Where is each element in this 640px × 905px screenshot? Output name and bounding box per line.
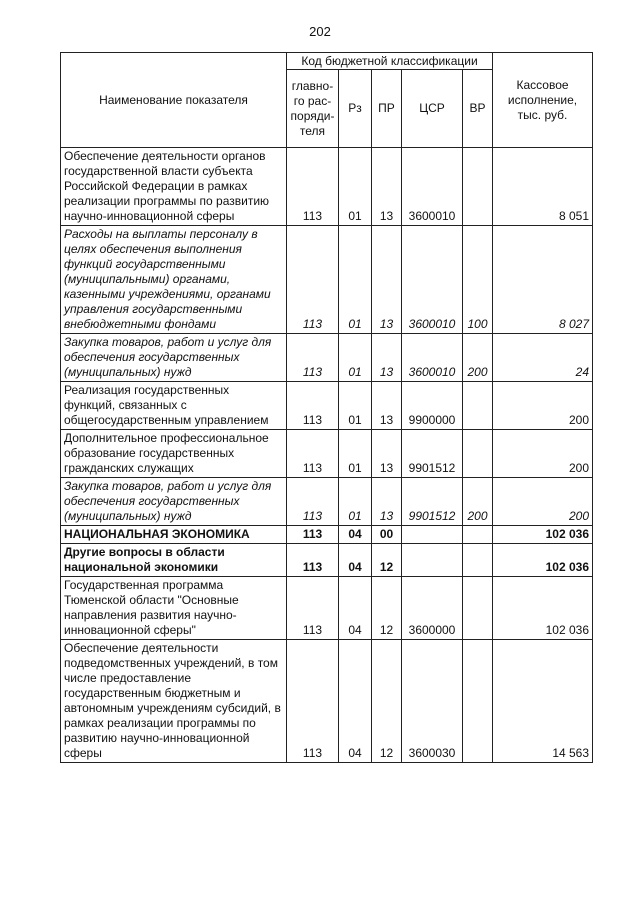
row-csr: 9901512 [402, 478, 463, 526]
header-group: Код бюджетной классификации [287, 53, 493, 70]
row-name: Обеспечение деятельности подведомственных учреждений, в том числе предоставление государственным бюджетным и автономным учреждениям субсидий, в рамках реализации программы по развитию научно-инновационной сферы [61, 640, 287, 763]
table-row [61, 526, 593, 544]
row-glav: 113 [287, 226, 339, 334]
row-name: Дополнительное профессиональное образование государственных гражданских служащих [61, 430, 287, 478]
table-row [61, 640, 593, 763]
row-glav: 113 [287, 430, 339, 478]
row-glav: 113 [287, 382, 339, 430]
row-csr [402, 544, 463, 577]
row-name: Закупка товаров, работ и услуг для обеспечения государственных (муниципальных) нужд [61, 478, 287, 526]
row-glav: 113 [287, 478, 339, 526]
row-pr: 13 [372, 148, 402, 226]
row-pr: 12 [372, 577, 402, 640]
header-name: Наименование показателя [61, 53, 287, 148]
row-pr: 00 [372, 526, 402, 544]
table-row [61, 430, 593, 478]
row-amount: 14 563 [493, 640, 593, 763]
row-rz: 01 [339, 478, 372, 526]
row-csr [402, 526, 463, 544]
row-amount: 102 036 [493, 544, 593, 577]
row-rz: 04 [339, 544, 372, 577]
row-amount: 8 051 [493, 148, 593, 226]
header-csr: ЦСР [402, 70, 463, 148]
table-row [61, 148, 593, 226]
row-vr [463, 148, 493, 226]
row-glav: 113 [287, 577, 339, 640]
budget-table [60, 52, 593, 763]
row-glav: 113 [287, 148, 339, 226]
row-csr: 9901512 [402, 430, 463, 478]
row-csr: 9900000 [402, 382, 463, 430]
row-csr: 3600010 [402, 334, 463, 382]
row-name: Государственная программа Тюменской области "Основные направления развития научно-инновационной сферы" [61, 577, 287, 640]
row-amount: 200 [493, 382, 593, 430]
row-vr [463, 526, 493, 544]
row-amount: 200 [493, 478, 593, 526]
row-pr: 13 [372, 226, 402, 334]
row-glav: 113 [287, 544, 339, 577]
row-csr: 3600010 [402, 148, 463, 226]
row-vr: 100 [463, 226, 493, 334]
row-name: Обеспечение деятельности органов государственной власти субъекта Российской Федерации в рамках реализации программы по развитию научно-инновационной сферы [61, 148, 287, 226]
page-number: 202 [309, 24, 331, 39]
table-row [61, 544, 593, 577]
row-rz: 01 [339, 382, 372, 430]
table-row [61, 334, 593, 382]
row-vr [463, 544, 493, 577]
header-pr: ПР [372, 70, 402, 148]
row-rz: 01 [339, 334, 372, 382]
table-row [61, 382, 593, 430]
row-pr: 12 [372, 640, 402, 763]
row-rz: 04 [339, 640, 372, 763]
header-amount: Кассовое исполнение, тыс. руб. [493, 53, 593, 148]
table-row [61, 226, 593, 334]
row-amount: 200 [493, 430, 593, 478]
row-name: Расходы на выплаты персоналу в целях обеспечения выполнения функций государственными (муниципальными) органами, казенными учреждениями, органами управления государственными внебюджетными фондами [61, 226, 287, 334]
row-name: Другие вопросы в области национальной экономики [61, 544, 287, 577]
row-amount: 8 027 [493, 226, 593, 334]
row-glav: 113 [287, 526, 339, 544]
row-csr: 3600000 [402, 577, 463, 640]
row-pr: 13 [372, 430, 402, 478]
row-rz: 01 [339, 430, 372, 478]
row-amount: 102 036 [493, 526, 593, 544]
row-name: Закупка товаров, работ и услуг для обеспечения государственных (муниципальных) нужд [61, 334, 287, 382]
row-csr: 3600010 [402, 226, 463, 334]
header-rz: Рз [339, 70, 372, 148]
row-name: НАЦИОНАЛЬНАЯ ЭКОНОМИКА [61, 526, 287, 544]
row-vr [463, 577, 493, 640]
row-rz: 04 [339, 526, 372, 544]
row-amount: 24 [493, 334, 593, 382]
table-row [61, 478, 593, 526]
row-pr: 13 [372, 478, 402, 526]
table-row [61, 577, 593, 640]
header-glav: главно-го рас-поряди-теля [287, 70, 339, 148]
row-name: Реализация государственных функций, связанных с общегосударственным управлением [61, 382, 287, 430]
row-vr: 200 [463, 478, 493, 526]
row-pr: 13 [372, 334, 402, 382]
row-rz: 01 [339, 226, 372, 334]
row-pr: 12 [372, 544, 402, 577]
row-vr [463, 640, 493, 763]
row-vr [463, 382, 493, 430]
table-header [61, 53, 593, 148]
row-vr [463, 430, 493, 478]
row-pr: 13 [372, 382, 402, 430]
row-rz: 04 [339, 577, 372, 640]
row-glav: 113 [287, 334, 339, 382]
row-rz: 01 [339, 148, 372, 226]
row-csr: 3600030 [402, 640, 463, 763]
row-vr: 200 [463, 334, 493, 382]
row-amount: 102 036 [493, 577, 593, 640]
header-vr: ВР [463, 70, 493, 148]
row-glav: 113 [287, 640, 339, 763]
